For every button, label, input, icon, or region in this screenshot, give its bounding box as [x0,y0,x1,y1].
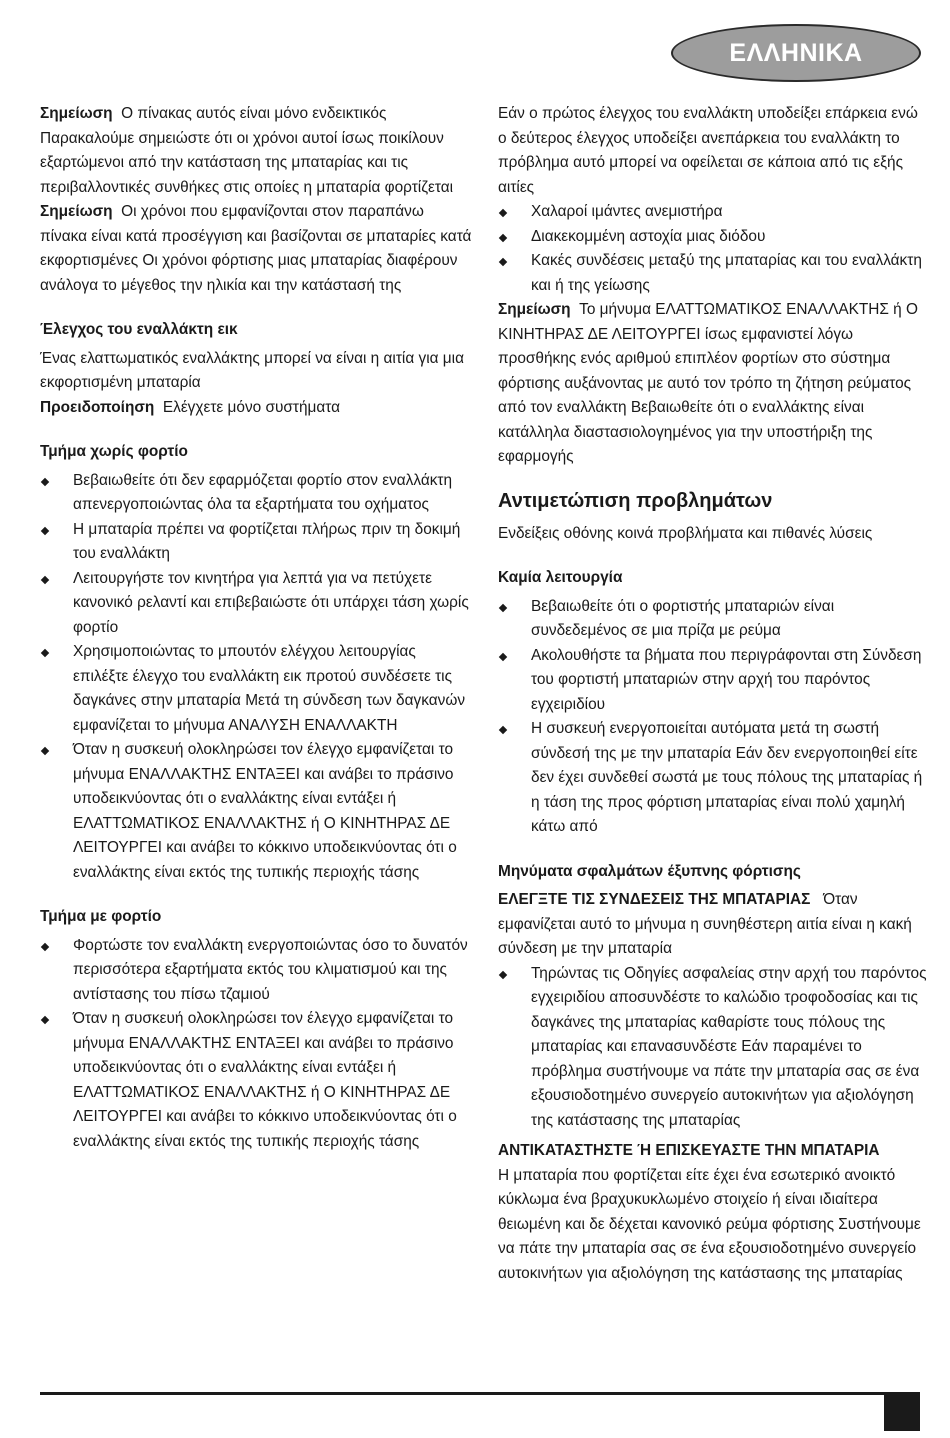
list-item: Τηρώντας τις Οδηγίες ασφαλείας στην αρχή του παρόντος εγχειριδίου αποσυνδέστε το καλώδιο τροφοδοσίας και τις δαγκάνες της μπαταρίας καθαρίστε τους πόλους της μπαταρίας και επανασυνδέστε Εάν παραμένει το πρόβλημα συστήνουμε να πάτε την μπαταρία σας σε ένα εξουσιοδοτημένο συνεργείο αυτοκινήτων για αξιολόγηση της κατάστασης της μπαταρίας [498,962,930,1134]
paragraph: Ενδείξεις οθόνης κοινά προβλήματα και πιθανές λύσεις [498,524,873,542]
paragraph: ΕΛΕΓΞΤΕ ΤΙΣ ΣΥΝΔΕΣΕΙΣ ΤΗΣ ΜΠΑΤΑΡΙΑΣ Όταν εμφανίζεται αυτό το μήνυμα η συνηθέστερη αιτία είναι η κακή σύνδεση με την μπαταρία [498,891,912,957]
section-heading: Έλεγχος του εναλλάκτη εικ [40,321,238,338]
list-item: Όταν η συσκευή ολοκληρώσει τον έλεγχο εμφανίζεται το μήνυμα ΕΝΑΛΛΑΚΤΗΣ ΕΝΤΑΞΕΙ και ανάβει το πράσινο υποδεικνύοντας ότι ο εναλλάκτης είναι εντάξει ή ΕΛΑΤΤΩΜΑΤΙΚΟΣ ΕΝΑΛΛΑΚΤΗΣ ή Ο ΚΙΝΗΤΗΡΑΣ ΔΕ ΛΕΙΤΟΥΡΓΕΙ και ανάβει το κόκκινο υποδεικνύοντας ότι ο εναλλάκτης είναι εκτός της τυπικής περιοχής τάσης [40,738,472,885]
diamond-bullet-icon [41,575,49,583]
section-heading: Καμία λειτουργία [498,569,623,586]
bullet-list [498,595,930,840]
list-item: Η μπαταρία πρέπει να φορτίζεται πλήρως πριν τη δοκιμή του εναλλάκτη [40,518,472,567]
note-label: Σημείωση [40,203,113,220]
diamond-bullet-icon [41,747,49,755]
diamond-bullet-icon [499,233,507,241]
note-paragraph [498,298,930,470]
list-item: Βεβαιωθείτε ότι δεν εφαρμόζεται φορτίο στον εναλλάκτη απενεργοποιώντας όλα τα εξαρτήματα του οχήματος [40,469,472,518]
list-item: Χαλαροί ιμάντες ανεμιστήρα [498,200,930,225]
footer-rule [40,1392,920,1395]
language-label: ΕΛΛΗΝΙΚΑ [729,38,863,67]
left-column [40,102,472,1154]
diamond-bullet-icon [499,726,507,734]
page-number-box [884,1395,920,1431]
bullet-list [40,934,472,1155]
list-item: Λειτουργήστε τον κινητήρα για λεπτά για να πετύχετε κανονικό ρελαντί και επιβεβαιώστε ότι υπάρχει τάση χωρίς φορτίο [40,567,472,641]
note-text: Ο πίνακας αυτός είναι μόνο ενδεικτικός Παρακαλούμε σημειώστε ότι οι χρόνοι αυτοί ίσως ποικίλουν εξαρτώμενοι από την κατάσταση της μπαταρίας και τις περιβαλλοντικές συνθήκες στις οποίες η μπαταρία φορτίζεται [40,105,454,196]
diamond-bullet-icon [41,526,49,534]
paragraph: Ένας ελαττωματικός εναλλάκτης μπορεί να είναι η αιτία για μια εκφορτισμένη μπαταρία [40,349,464,391]
diamond-bullet-icon [499,970,507,978]
section-heading: Τμήμα με φορτίο [40,908,162,925]
language-badge [671,24,921,82]
diamond-bullet-icon [499,258,507,266]
replace-battery-caps: ΑΝΤΙΚΑΤΑΣΤΗΣΤΕ Ή ΕΠΙΣΚΕΥΑΣΤΕ ΤΗΝ ΜΠΑΤΑΡΙΑ [498,1142,880,1159]
section-heading: Μηνύματα σφαλμάτων έξυπνης φόρτισης [498,862,801,880]
diamond-bullet-icon [499,603,507,611]
note-text: Οι χρόνοι που εμφανίζονται στον παραπάνω πίνακα είναι κατά προσέγγιση και βασίζονται σε μπαταρίες κατά εκφορτισμένες Οι χρόνοι φόρτισης μιας μπαταρίας διαφέρουν ανάλογα το μέγεθος την ηλικία και την κατάστασή της [40,203,472,294]
bullet-list [498,962,930,1134]
diamond-bullet-icon [499,652,507,660]
list-item: Βεβαιωθείτε ότι ο φορτιστής μπαταριών είναι συνδεδεμένος σε μια πρίζα με ρεύμα [498,595,930,644]
right-column [498,102,930,1286]
bullet-list [498,200,930,298]
section-heading: Τμήμα χωρίς φορτίο [40,443,188,460]
diamond-bullet-icon [41,942,49,950]
note-label: Σημείωση [40,105,113,122]
list-item: Φορτώστε τον εναλλάκτη ενεργοποιώντας όσο το δυνατόν περισσότερα εξαρτήματα εκτός του κλιματισμού και της αντίστασης του πίσω τζαμιού [40,934,472,1008]
warning-text: Ελέγχετε μόνο συστήματα [162,398,341,416]
list-item: Όταν η συσκευή ολοκληρώσει τον έλεγχο εμφανίζεται το μήνυμα ΕΝΑΛΛΑΚΤΗΣ ΕΝΤΑΞΕΙ και ανάβει το πράσινο υποδεικνύοντας ότι ο εναλλάκτης είναι εντάξει ή ΕΛΑΤΤΩΜΑΤΙΚΟΣ ΕΝΑΛΛΑΚΤΗΣ ή Ο ΚΙΝΗΤΗΡΑΣ ΔΕ ΛΕΙΤΟΥΡΓΕΙ και ανάβει το κόκκινο υποδεικνύοντας ότι ο εναλλάκτης είναι εκτός της τυπικής περιοχής τάσης [40,1007,472,1154]
warning-paragraph [40,396,472,421]
diamond-bullet-icon [41,1016,49,1024]
troubleshooting-heading: Αντιμετώπιση προβλημάτων [498,489,773,512]
diamond-bullet-icon [41,477,49,485]
paragraph: Η μπαταρία που φορτίζεται είτε έχει ένα εσωτερικό ανοικτό κύκλωμα ένα βραχυκυκλωμένο στοιχείο ή είναι ιδιαίτερα θειωμένη και δε δέχεται κανονικό ρεύμα φόρτισης Συστήνουμε να πάτε την μπαταρία σας σε ένα εξουσιοδοτημένο συνεργείο αυτοκινήτων για αξιολόγηση της κατάστασης της μπαταρίας [498,1166,921,1282]
note-text: Το μήνυμα ΕΛΑΤΤΩΜΑΤΙΚΟΣ ΕΝΑΛΛΑΚΤΗΣ ή Ο ΚΙΝΗΤΗΡΑΣ ΔΕ ΛΕΙΤΟΥΡΓΕΙ ίσως εμφανιστεί λόγω προσθήκης ενός αριθμού επιπλέον φορτίων στο σύστημα φόρτισης αυξάνοντας με αυτό τον τρόπο τη ζήτηση ρεύματος από τον εναλλάκτη Βεβαιωθείτε ότι ο εναλλάκτης είναι κατάλληλα διαστασιολογημένος για την υποστήριξη της εφαρμογής [498,301,918,465]
list-item: Η συσκευή ενεργοποιείται αυτόματα μετά τη σωστή σύνδεσή της με την μπαταρία Εάν δεν ενεργοποιηθεί είτε δεν έχει συνδεθεί σωστά με τους πόλους της μπαταρίας ή η τάση της προς φόρτιση μπαταρίας είναι πολύ χαμηλή κάτω από [498,717,930,840]
paragraph: Εάν ο πρώτος έλεγχος του εναλλάκτη υποδείξει επάρκεια ενώ ο δεύτερος έλεγχος υποδείξει ανεπάρκεια του εναλλάκτη το πρόβλημα αυτό μπορεί να οφείλεται σε κάποια από τις εξής αιτίες [498,105,918,196]
list-item: Χρησιμοποιώντας το μπουτόν ελέγχου λειτουργίας επιλέξτε έλεγχο του εναλλάκτη εικ προτού συνδέσετε τις δαγκάνες στην μπαταρία Μετά τη σύνδεση των δαγκανών εμφανίζεται το μήνυμα ΑΝΑΛΥΣΗ ΕΝΑΛΛΑΚΤΗ [40,640,472,738]
diamond-bullet-icon [41,649,49,657]
check-connections-caps: ΕΛΕΓΞΤΕ ΤΙΣ ΣΥΝΔΕΣΕΙΣ ΤΗΣ ΜΠΑΤΑΡΙΑΣ [498,891,811,908]
list-item: Κακές συνδέσεις μεταξύ της μπαταρίας και του εναλλάκτη και ή της γείωσης [498,249,930,298]
note-label: Σημείωση [498,301,571,318]
diamond-bullet-icon [499,209,507,217]
list-item: Ακολουθήστε τα βήματα που περιγράφονται στη Σύνδεση του φορτιστή μπαταριών στην αρχή του παρόντος εγχειριδίου [498,644,930,718]
list-item: Διακεκομμένη αστοχία μιας διόδου [498,225,930,250]
warning-label: Προειδοποίηση [40,398,155,416]
bullet-list [40,469,472,886]
note-paragraph [40,200,472,298]
note-paragraph [40,102,472,200]
